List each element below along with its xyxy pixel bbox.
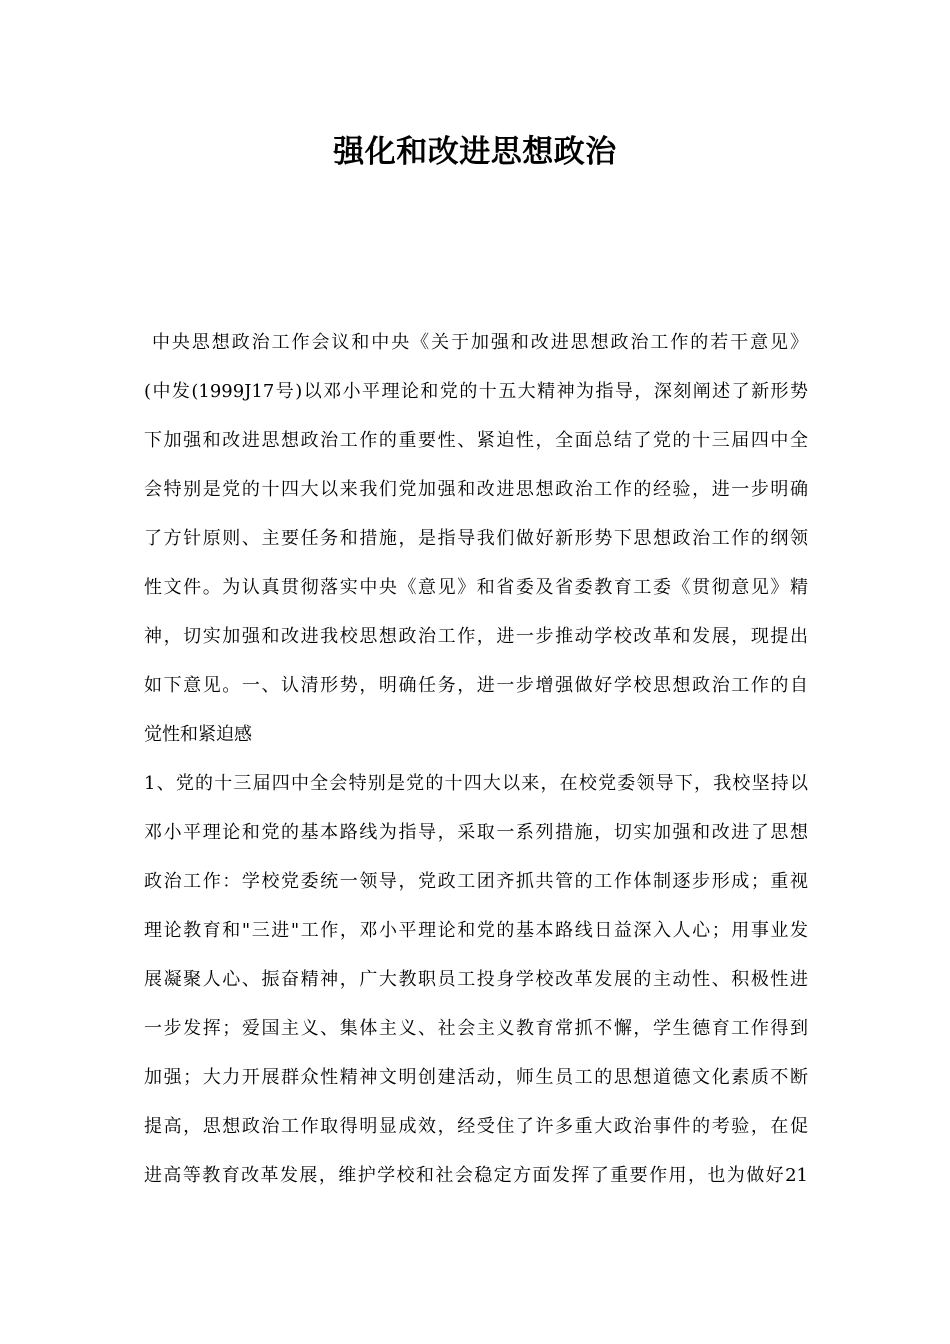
document-title: 强化和改进思想政治 <box>333 134 617 170</box>
paragraph-2-line: 一步发挥；爱国主义、集体主义、社会主义教育常抓不懈，学生德育工作得到 <box>144 1018 808 1039</box>
document-body <box>144 318 808 1200</box>
paragraph-2-line: 邓小平理论和党的基本路线为指导，采取一系列措施，切实加强和改进了思想 <box>144 822 808 843</box>
paragraph-2-line: 加强；大力开展群众性精神文明创建活动，师生员工的思想道德文化素质不断 <box>144 1067 808 1088</box>
paragraph-2-line: 1、党的十三届四中全会特别是党的十四大以来，在校党委领导下，我校坚持以 <box>144 773 808 794</box>
paragraph-2-line: 展凝聚人心、振奋精神，广大教职员工投身学校改革发展的主动性、积极性进 <box>144 969 808 990</box>
paragraph-2-line: 进高等教育改革发展，维护学校和社会稳定方面发挥了重要作用，也为做好21 <box>144 1165 808 1186</box>
paragraph-1-line: 如下意见。一、认清形势，明确任务，进一步增强做好学校思想政治工作的自 <box>144 675 808 696</box>
paragraph-2-line: 理论教育和"三进"工作，邓小平理论和党的基本路线日益深入人心；用事业发 <box>144 920 808 941</box>
paragraph-1-line: 会特别是党的十四大以来我们党加强和改进思想政治工作的经验，进一步明确 <box>144 479 808 500</box>
paragraph-1-line: 了方针原则、主要任务和措施，是指导我们做好新形势下思想政治工作的纲领 <box>144 528 808 549</box>
paragraph-2-line: 提高，思想政治工作取得明显成效，经受住了许多重大政治事件的考验，在促 <box>144 1116 808 1137</box>
paragraph-1-line: 中央思想政治工作会议和中央《关于加强和改进思想政治工作的若干意见》 <box>152 332 808 353</box>
paragraph-2-line: 政治工作：学校党委统一领导，党政工团齐抓共管的工作体制逐步形成；重视 <box>144 871 808 892</box>
paragraph-1-line: 神，切实加强和改进我校思想政治工作，进一步推动学校改革和发展，现提出 <box>144 626 808 647</box>
paragraph-1-line: (中发(1999J17号)以邓小平理论和党的十五大精神为指导，深刻阐述了新形势 <box>144 381 808 402</box>
paragraph-1-line: 觉性和紧迫感 <box>144 724 252 745</box>
paragraph-1-line: 性文件。为认真贯彻落实中央《意见》和省委及省委教育工委《贯彻意见》精 <box>144 577 808 598</box>
paragraph-1-line: 下加强和改进思想政治工作的重要性、紧迫性，全面总结了党的十三届四中全 <box>144 430 808 451</box>
